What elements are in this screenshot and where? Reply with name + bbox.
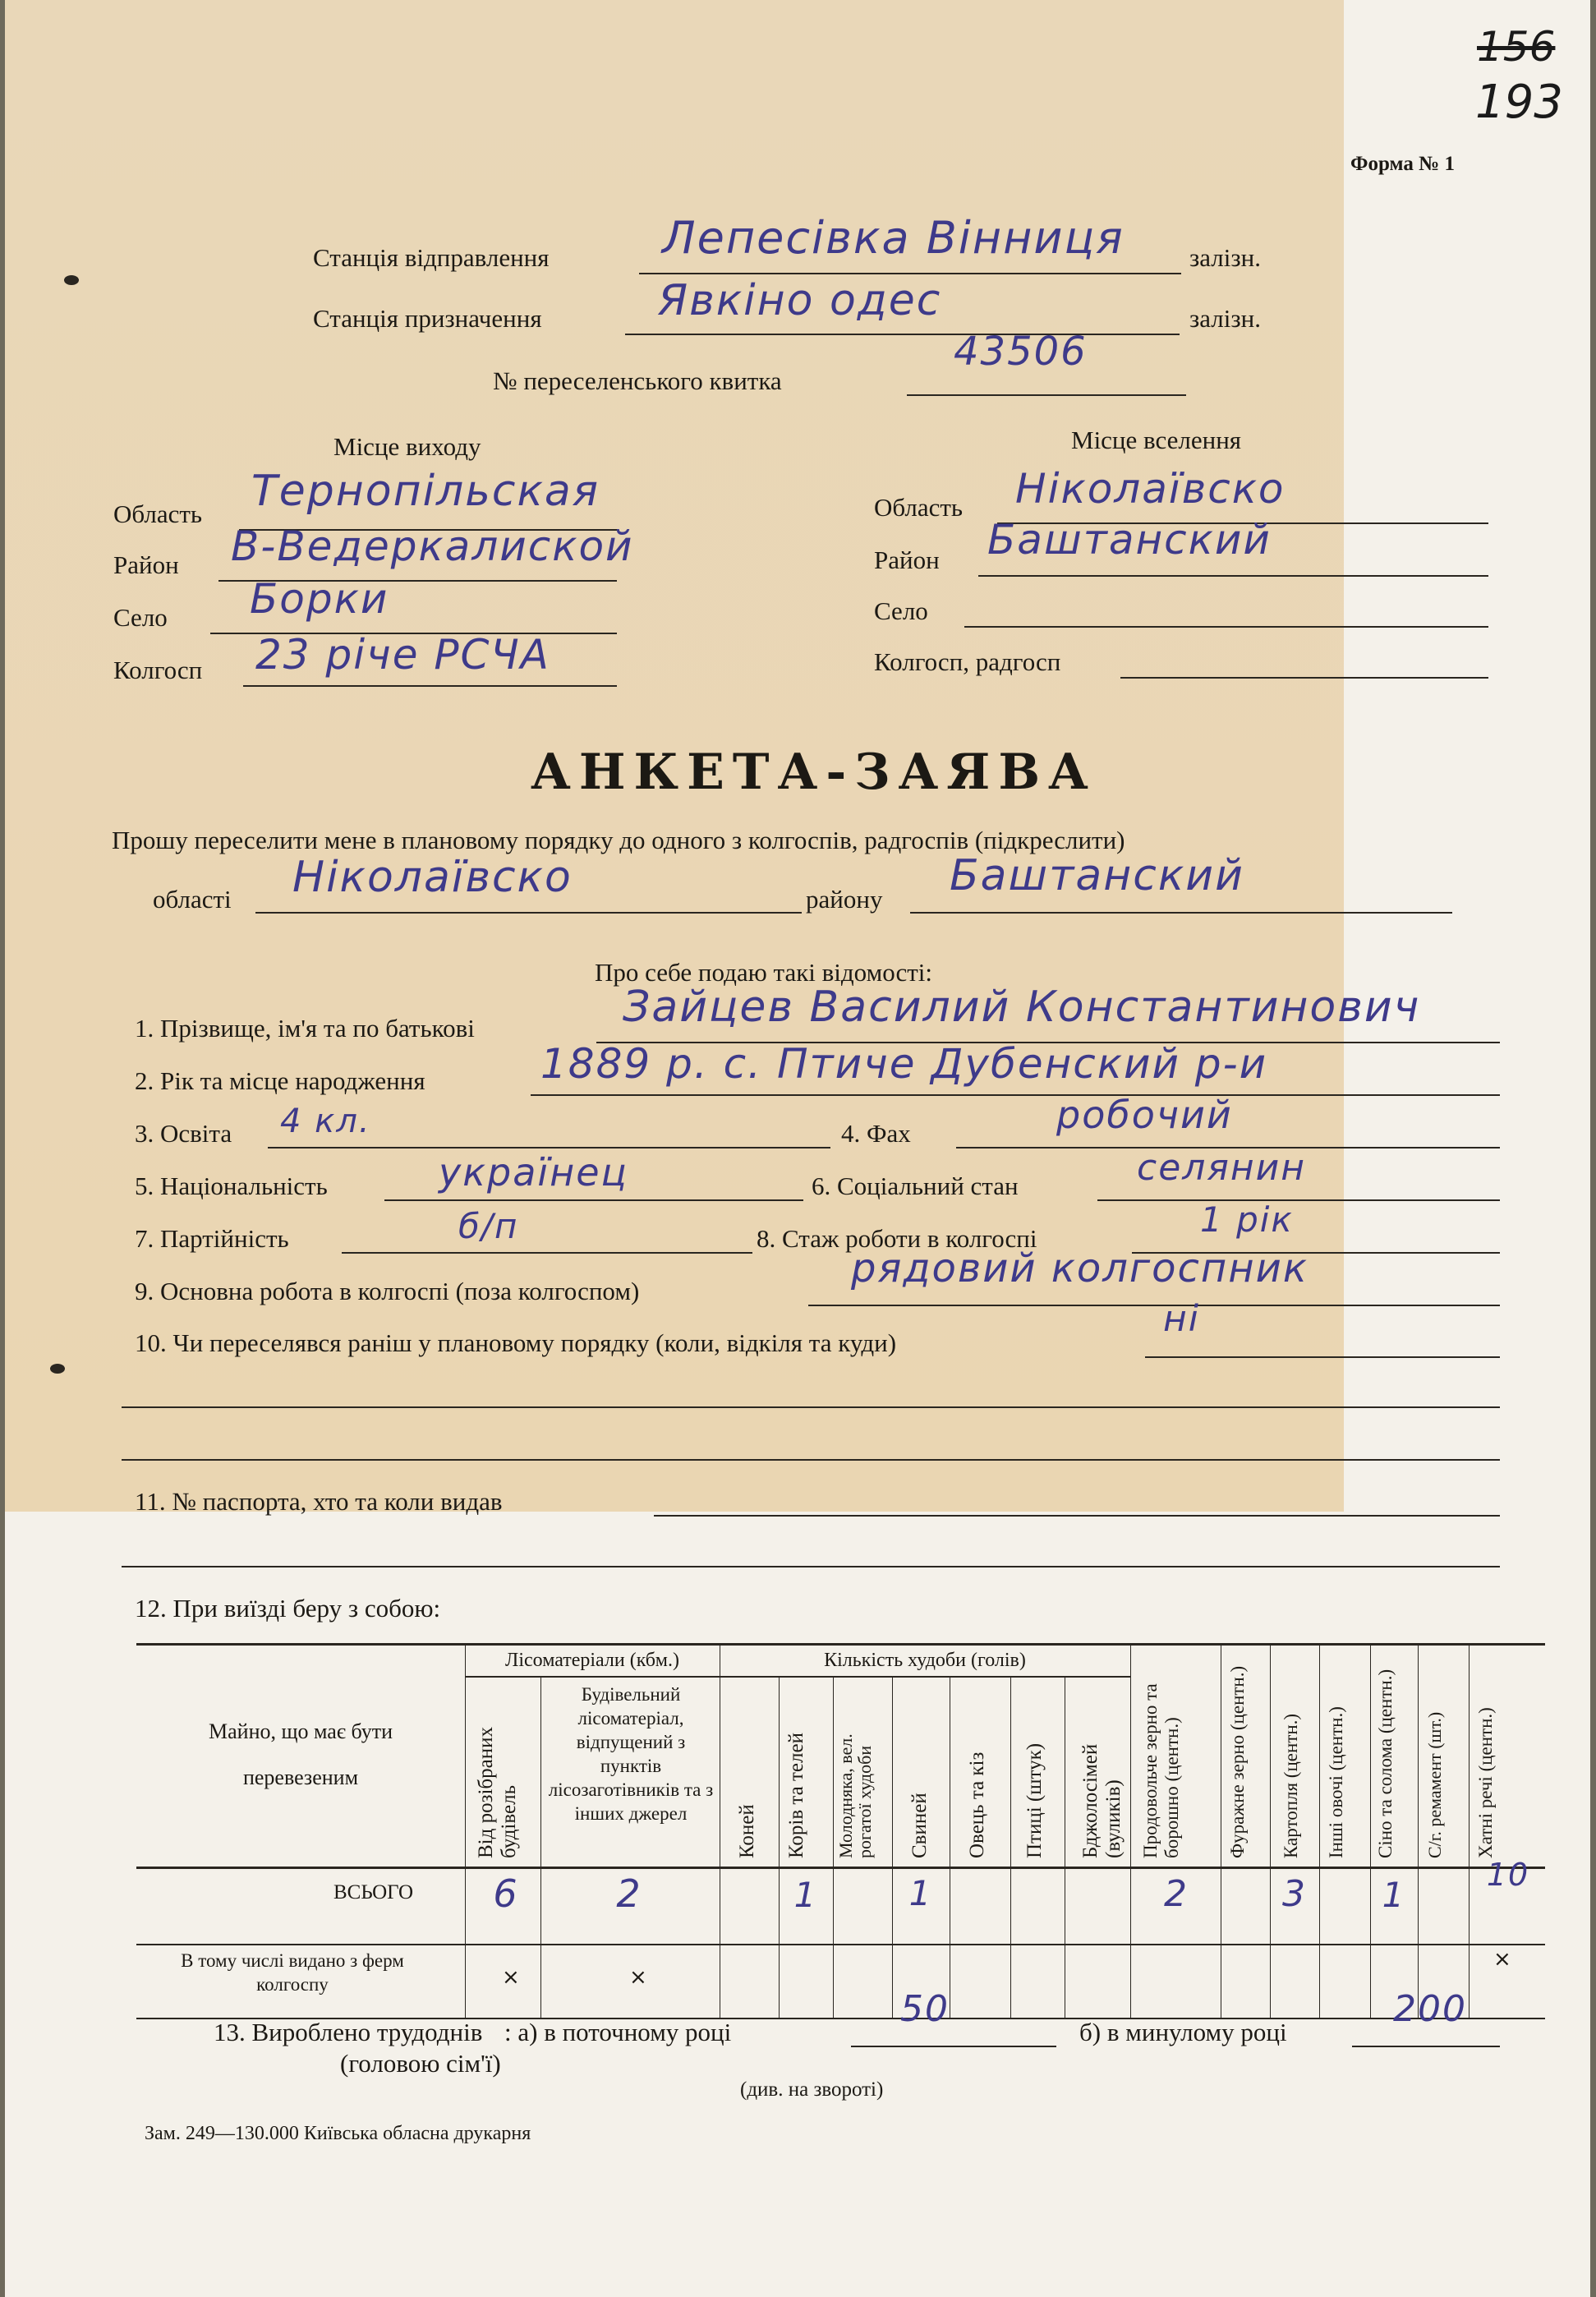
dest-raion-value: Баштанский xyxy=(987,516,1272,564)
column-food-grain: Продовольче зерно та борошно (центн.) xyxy=(1140,1683,1182,1858)
origin-selo-value: Борки xyxy=(250,575,389,623)
departure-label: Станція відправлення xyxy=(313,243,550,272)
field-7-value: б/п xyxy=(458,1206,519,1246)
column-potatoes: Картопля (центн.) xyxy=(1281,1713,1301,1858)
field-1-value: Зайцев Василий Константинович xyxy=(623,983,1421,1032)
field-7-line xyxy=(342,1252,752,1254)
field-9-value: рядовий колгоспник xyxy=(851,1245,1309,1291)
workdays-current-line xyxy=(851,2046,1056,2047)
column-sheep-goats: Овець та кіз xyxy=(966,1752,988,1858)
destination-suffix: залізн. xyxy=(1189,304,1261,333)
field-8-value: 1 рік xyxy=(1200,1199,1294,1240)
column-hay-straw: Сіно та солома (центн.) xyxy=(1375,1669,1396,1858)
column-poultry: Птиці (штук) xyxy=(1023,1742,1046,1858)
field-3-value: 4 кл. xyxy=(280,1102,371,1140)
workdays-label: 13. Вироблено трудоднів xyxy=(214,2018,483,2046)
row-farm-label: В тому числі видано з ферм колгоспу xyxy=(181,1950,404,1995)
column-timber-demolished: Від розібраних будівель xyxy=(475,1727,520,1858)
destination-value: Явкіно одес xyxy=(658,276,942,325)
field-11-line xyxy=(654,1515,1500,1517)
column-fodder-grain: Фуражне зерно (центн.) xyxy=(1227,1665,1248,1858)
origin-heading: Місце виходу xyxy=(333,432,481,461)
archive-number-struck: 156 xyxy=(1477,23,1556,71)
group-cattle: Кількість худоби (голів) xyxy=(824,1650,1026,1671)
total-food-grain: 2 xyxy=(1164,1873,1189,1915)
origin-oblast-value: Тернопільская xyxy=(251,467,600,516)
request-oblast-value: Ніколаївско xyxy=(292,853,573,902)
table-line xyxy=(465,1643,466,2018)
table-line xyxy=(136,1867,1545,1869)
workdays-previous-label: б) в минулому році xyxy=(1079,2018,1287,2046)
total-household-items: 10 xyxy=(1486,1857,1530,1893)
field-5-line xyxy=(384,1199,803,1201)
dest-oblast-label: Область xyxy=(874,493,964,522)
total-timber-demolished: 6 xyxy=(493,1871,519,1916)
table-line xyxy=(1418,1643,1419,2018)
dest-kolhosp-label: Колгосп, радгосп xyxy=(874,647,1061,676)
dest-raion-label: Район xyxy=(874,545,940,574)
field-11-line-2 xyxy=(122,1566,1500,1567)
column-household-items: Хатні речі (центн.) xyxy=(1475,1707,1496,1858)
workdays-current-label: : а) в поточному році xyxy=(504,2018,732,2046)
group-timber: Лісоматеріали (кбм.) xyxy=(505,1650,679,1671)
document-sheet xyxy=(5,0,1590,2297)
field-1-label: 1. Прізвище, ім'я та по батькові xyxy=(135,1014,475,1043)
column-farm-tools: С/г. ремамент (шт.) xyxy=(1424,1711,1445,1858)
property-table xyxy=(136,1643,1545,2021)
column-other-vegetables: Інші овочі (центн.) xyxy=(1326,1706,1346,1858)
column-property: Майно, що має бути перевезеним xyxy=(209,1719,393,1789)
field-8-label: 8. Стаж роботи в колгоспі xyxy=(757,1224,1037,1253)
table-line xyxy=(1319,1643,1320,2018)
table-line xyxy=(1270,1643,1271,2018)
column-pigs: Свиней xyxy=(908,1793,931,1858)
column-bee-colonies: Бджолосімей (вуликів) xyxy=(1079,1743,1125,1858)
workdays-current-value: 50 xyxy=(900,1988,950,2030)
field-5-label: 5. Національність xyxy=(135,1172,328,1200)
field-4-label: 4. Фах xyxy=(841,1119,911,1148)
field-6-line xyxy=(1097,1199,1500,1201)
field-11-label: 11. № паспорта, хто та коли видав xyxy=(135,1487,503,1516)
field-9-label: 9. Основна робота в колгоспі (поза колгоспом) xyxy=(135,1277,640,1305)
ticket-line xyxy=(907,394,1186,396)
departure-line xyxy=(639,273,1181,274)
field-5-value: українец xyxy=(439,1150,628,1195)
origin-raion-label: Район xyxy=(113,550,179,579)
form-number: Форма № 1 xyxy=(1350,153,1455,175)
column-cows: Корів та телей xyxy=(785,1733,807,1858)
ticket-label: № переселенського квитка xyxy=(493,366,782,395)
total-cows: 1 xyxy=(793,1875,818,1915)
table-line xyxy=(1130,1643,1131,2018)
dest-kolhosp-line xyxy=(1120,677,1488,679)
table-line xyxy=(465,1676,1130,1678)
field-10-value: ні xyxy=(1163,1298,1200,1340)
workdays-sublabel: (головою сім'ї) xyxy=(340,2049,501,2078)
dest-selo-line xyxy=(964,626,1488,628)
table-line xyxy=(779,1676,780,2018)
column-young-cattle: Молодняка, вел. рогатої худоби xyxy=(835,1733,875,1858)
workdays-previous-line xyxy=(1352,2046,1500,2047)
total-hay-straw: 1 xyxy=(1382,1875,1406,1915)
dest-oblast-value: Ніколаївско xyxy=(1015,465,1286,513)
workdays-previous-value: 200 xyxy=(1393,1988,1467,2030)
dest-selo-label: Село xyxy=(874,596,928,625)
table-line xyxy=(136,1944,1545,1945)
see-reverse-note: (див. на звороті) xyxy=(740,2078,884,2101)
table-line xyxy=(540,1676,541,2018)
archive-number: 193 xyxy=(1475,76,1563,129)
request-oblast-line xyxy=(255,912,802,914)
origin-raion-value: В-Ведеркалиской xyxy=(231,522,634,570)
ink-mark xyxy=(50,1364,65,1374)
page-title: АНКЕТА-ЗАЯВА xyxy=(531,743,1097,801)
farm-timber-issued: × xyxy=(629,1965,647,1990)
origin-kolhosp-value: 23 річе РСЧА xyxy=(255,631,550,679)
about-heading: Про себе подаю такі відомості: xyxy=(595,958,933,987)
field-10-line-2 xyxy=(122,1406,1500,1408)
field-10-label: 10. Чи переселявся раніш у плановому порядку (коли, відкіля та куди) xyxy=(135,1328,897,1357)
table-line xyxy=(833,1676,834,2018)
request-raion-line xyxy=(910,912,1452,914)
ticket-value: 43506 xyxy=(954,329,1088,375)
request-oblast-label: області xyxy=(153,885,232,914)
field-9-line xyxy=(808,1305,1500,1306)
total-timber-issued: 2 xyxy=(616,1871,642,1916)
field-7-label: 7. Партійність xyxy=(135,1224,289,1253)
settlement-heading: Місце вселення xyxy=(1071,426,1242,454)
dest-raion-line xyxy=(978,575,1488,577)
destination-label: Станція призначення xyxy=(313,304,542,333)
field-2-label: 2. Рік та місце народження xyxy=(135,1066,425,1095)
field-12-label: 12. При виїзді беру з собою: xyxy=(135,1594,441,1623)
row-total-label: ВСЬОГО xyxy=(333,1881,414,1903)
table-line xyxy=(1010,1676,1011,2018)
field-2-line xyxy=(531,1094,1500,1096)
field-3-label: 3. Освіта xyxy=(135,1119,232,1148)
column-timber-issued: Будівельний лісоматеріал, відпущений з пунктів лісозаготівників та з інших джерел xyxy=(548,1684,714,1824)
field-2-value: 1889 р. с. Птиче Дубенский р-и xyxy=(540,1040,1268,1088)
destination-line xyxy=(625,334,1180,335)
field-6-label: 6. Соціальний стан xyxy=(812,1172,1019,1200)
request-text: Прошу переселити мене в плановому порядку до одного з колгоспів, радгоспів (підкреслити) xyxy=(112,826,1125,854)
total-pigs: 1 xyxy=(908,1873,933,1913)
printer-footer: Зам. 249—130.000 Київська обласна друкарня xyxy=(145,2123,531,2144)
table-line xyxy=(1370,1643,1371,2018)
origin-kolhosp-label: Колгосп xyxy=(113,656,203,684)
table-line xyxy=(136,1643,1545,1646)
origin-selo-label: Село xyxy=(113,603,168,632)
request-raion-value: Баштанский xyxy=(950,851,1244,900)
field-4-value: робочий xyxy=(1056,1093,1233,1137)
field-10-line xyxy=(1145,1356,1500,1358)
departure-suffix: залізн. xyxy=(1189,243,1261,272)
table-line xyxy=(1469,1643,1470,2018)
field-3-line xyxy=(268,1147,830,1148)
departure-value: Лепесівка Вінниця xyxy=(662,212,1125,264)
ink-mark xyxy=(64,275,79,285)
farm-household-items: × xyxy=(1493,1947,1511,1972)
request-raion-label: району xyxy=(806,885,883,914)
origin-oblast-label: Область xyxy=(113,499,203,528)
column-horses: Коней xyxy=(736,1804,758,1858)
total-potatoes: 3 xyxy=(1282,1873,1307,1915)
origin-kolhosp-line xyxy=(243,685,617,687)
field-6-value: селянин xyxy=(1137,1147,1306,1189)
farm-timber-demolished: × xyxy=(502,1965,520,1990)
table-line xyxy=(892,1676,893,2018)
field-10-line-3 xyxy=(122,1459,1500,1461)
